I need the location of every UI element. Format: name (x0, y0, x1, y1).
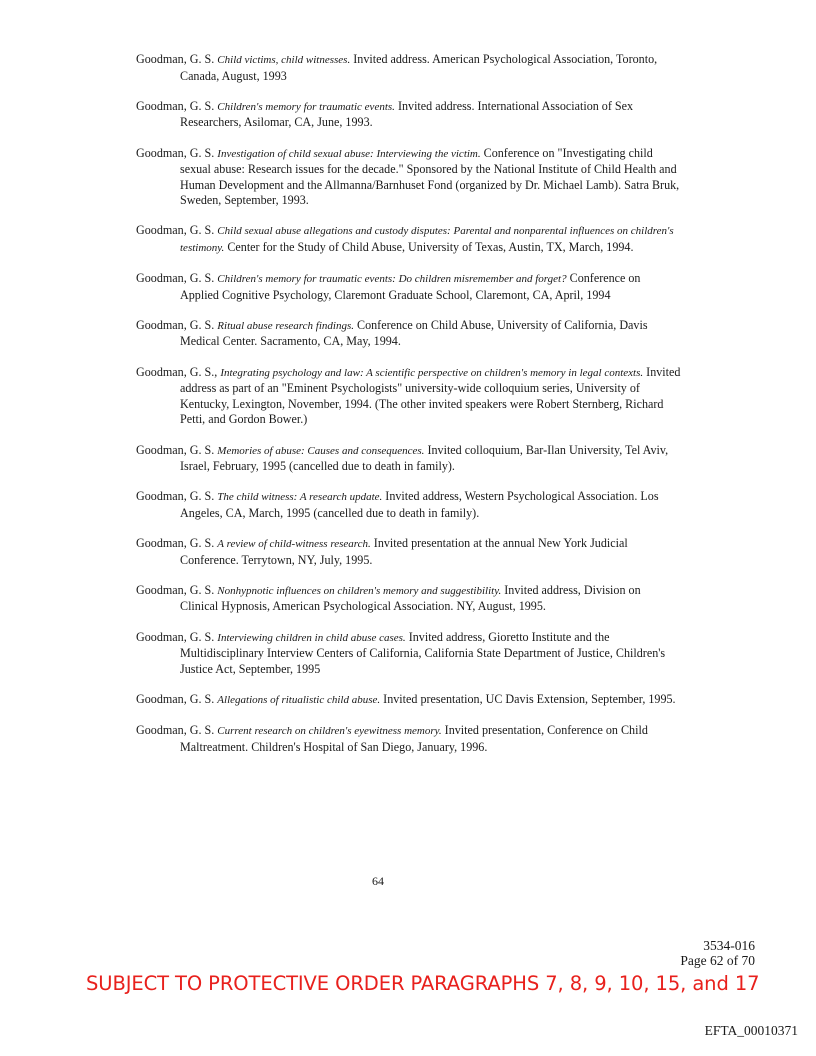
reference-author: Goodman, G. S. (136, 536, 218, 551)
reference-details: Invited presentation at the annual New York Judicial Conference. Terrytown, NY, July, 1995. (180, 536, 628, 567)
reference-author: Goodman, G. S. (136, 271, 218, 286)
reference-entry (136, 146, 681, 209)
reference-entry (136, 271, 681, 303)
reference-entry (136, 99, 681, 131)
reference-title: Child sexual abuse allegations and custody disputes: Parental and nonparental influences on children's testimony. (180, 225, 674, 254)
reference-entry (136, 630, 681, 678)
reference-title: Nonhypnotic influences on children's memory and suggestibility. (217, 584, 502, 597)
reference-author: Goodman, G. S. (136, 442, 218, 457)
document-id (680, 938, 755, 968)
reference-entry (136, 489, 681, 521)
reference-entry (136, 536, 681, 568)
reference-entry (136, 223, 681, 256)
reference-title: Current research on children's eyewitness memory. (217, 725, 442, 738)
reference-entry (136, 583, 681, 615)
reference-entry (136, 52, 681, 84)
reference-details: Invited address. American Psychological Association, Toronto, Canada, August, 1993 (180, 52, 658, 83)
reference-details: Invited colloquium, Bar-Ilan University, Tel Aviv, Israel, February, 1995 (cancelled due to death in family). (180, 442, 669, 474)
reference-details: Invited address. International Association of Sex Researchers, Asilomar, CA, June, 1993. (180, 98, 634, 130)
reference-author: Goodman, G. S. (136, 98, 218, 113)
reference-details: Invited address, Gioretto Institute and the Multidisciplinary Interview Centers of California, California State Department of Justice, Children's Justice Act, September, 1995 (180, 629, 666, 676)
reference-title: A review of child-witness research. (217, 538, 371, 551)
reference-details: Invited address, Western Psychological Association. Los Angeles, CA, March, 1995 (cancelled due to death in family). (180, 489, 659, 520)
reference-details: Invited presentation, UC Davis Extension, September, 1995. (380, 692, 676, 707)
page-number: 64 (372, 874, 384, 888)
reference-details: Conference on Applied Cognitive Psychology, Claremont Graduate School, Claremont, CA, April, 1994 (180, 271, 641, 302)
reference-title: Children's memory for traumatic events. (217, 100, 395, 113)
reference-list (136, 52, 681, 770)
reference-title: Ritual abuse research findings. (217, 319, 354, 332)
reference-details: Conference on Child Abuse, University of California, Davis Medical Center. Sacramento, CA, May, 1994. (180, 317, 648, 349)
reference-entry (136, 723, 681, 755)
reference-entry (136, 443, 681, 475)
reference-author: Goodman, G. S. (136, 489, 218, 504)
reference-entry (136, 692, 681, 709)
document-id-code: 3534-016 (703, 938, 755, 953)
reference-details: Invited address, Division on Clinical Hypnosis, American Psychological Association. NY, August, 1995. (180, 582, 641, 614)
reference-entry (136, 318, 681, 350)
reference-title: Memories of abuse: Causes and consequences. (217, 444, 425, 457)
reference-entry (136, 365, 681, 428)
reference-details: Center for the Study of Child Abuse, University of Texas, Austin, TX, March, 1994. (224, 239, 634, 254)
reference-title: The child witness: A research update. (217, 491, 383, 504)
efta-id: EFTA_00010371 (704, 1023, 798, 1038)
reference-details: Conference on "Investigating child sexual abuse: Research issues for the decade." Sponsored by the National Institute of Child Health and Human Development and the Allmanna/Barnhuset Fond (organized by Dr. Michael Lamb). Satra Bruk, Sweden, September, 1993. (180, 145, 680, 208)
reference-author: Goodman, G. S., (136, 364, 221, 379)
document-page-count: Page 62 of 70 (680, 953, 755, 968)
reference-title: Interviewing children in child abuse cases. (217, 631, 406, 644)
reference-author: Goodman, G. S. (136, 582, 218, 597)
reference-author: Goodman, G. S. (136, 52, 218, 66)
reference-author: Goodman, G. S. (136, 317, 218, 332)
reference-title: Integrating psychology and law: A scientific perspective on children's memory in legal contexts. (220, 366, 644, 379)
reference-title: Children's memory for traumatic events: Do children misremember and forget? (217, 273, 567, 286)
reference-author: Goodman, G. S. (136, 223, 218, 238)
reference-details: Invited address as part of an "Eminent Psychologists" university-wide colloquium series, University of Kentucky, Lexington, November, 1994. (The other invited speakers were Robert Sternberg, Richard Petti, and Gordon Bower.) (180, 364, 681, 427)
reference-details: Invited presentation, Conference on Child Maltreatment. Children's Hospital of San Diego, January, 1996. (180, 723, 648, 754)
protective-order-notice: SUBJECT TO PROTECTIVE ORDER PARAGRAPHS 7, 8, 9, 10, 15, and 17 (86, 972, 760, 995)
reference-author: Goodman, G. S. (136, 629, 218, 644)
reference-author: Goodman, G. S. (136, 723, 218, 738)
reference-author: Goodman, G. S. (136, 692, 218, 707)
reference-title: Investigation of child sexual abuse: Interviewing the victim. (217, 147, 481, 160)
reference-title: Allegations of ritualistic child abuse. (217, 694, 381, 707)
reference-author: Goodman, G. S. (136, 145, 218, 160)
reference-title: Child victims, child witnesses. (217, 54, 351, 66)
